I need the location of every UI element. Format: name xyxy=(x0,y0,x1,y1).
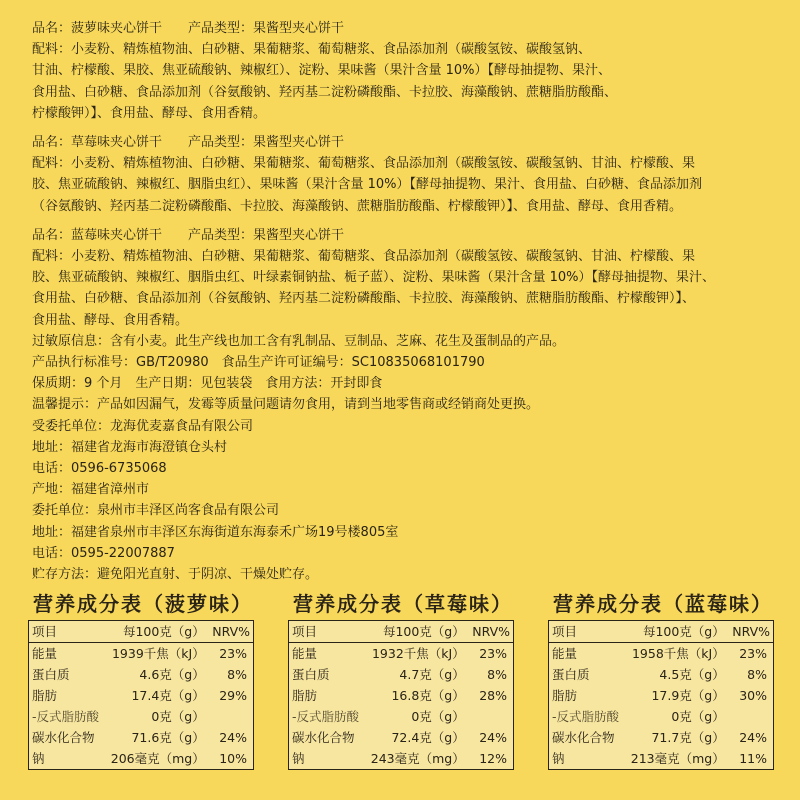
table-cell: 脂肪 xyxy=(552,688,578,703)
table-cell: -反式脂肪酸 xyxy=(552,709,620,724)
paragraph-gap xyxy=(32,124,792,132)
text-line: 配料：小麦粉、精炼植物油、白砂糖、果葡糖浆、葡萄糖浆、食品添加剂（碳酸氢铵、碳酸氢钠、甘油、柠檬酸、果 xyxy=(32,156,696,172)
table-cell: 能量 xyxy=(292,646,318,661)
text-line: 产品执行标准号：GB/T20980 食品生产许可证编号：SC10835068101790 xyxy=(32,355,485,371)
paragraph-gap xyxy=(32,217,792,225)
table-cell: 1932千焦（kJ） xyxy=(371,646,465,661)
table-cell: 12% xyxy=(479,751,507,766)
table-cell: 23% xyxy=(479,646,507,661)
text-line: 食用盐、酵母、食用香精。 xyxy=(32,312,189,328)
table-row xyxy=(549,727,774,748)
table-row xyxy=(549,685,774,706)
table-cell: 钠 xyxy=(292,751,305,766)
text-line: 胶、焦亚硫酸钠、辣椒红、胭脂虫红）、果味酱（果汁含量 10%）【酵母抽提物、果汁、食用盐、白砂糖、食品添加剂 xyxy=(32,177,703,193)
table-row xyxy=(289,643,514,665)
table-cell: -反式脂肪酸 xyxy=(292,709,360,724)
nutrition-table-title: 营养成分表（草莓味） xyxy=(293,592,513,616)
table-cell: 0克（g） xyxy=(411,709,465,724)
table-row xyxy=(29,727,254,748)
table-cell: 能量 xyxy=(552,646,578,661)
nutrition-table xyxy=(288,620,514,770)
table-cell xyxy=(728,706,774,727)
table-cell: 8% xyxy=(487,667,507,682)
table-cell xyxy=(208,706,254,727)
table-cell: -反式脂肪酸 xyxy=(32,709,100,724)
table-cell: 脂肪 xyxy=(292,688,318,703)
table-cell: 17.4克（g） xyxy=(131,688,205,703)
table-cell: 蛋白质 xyxy=(292,667,330,682)
table-cell: 碳水化合物 xyxy=(32,730,95,745)
text-line: 食用盐、白砂糖、食品添加剂（谷氨酸钠、羟丙基二淀粉磷酸酯、卡拉胶、海藻酸钠、蔗糖脂肪酸酯、柠檬酸钾）】、 xyxy=(32,291,696,307)
text-line: 温馨提示：产品如因漏气，发霉等质量问题请勿食用，请到当地零售商或经销商处更换。 xyxy=(32,397,540,413)
table-cell: 0克（g） xyxy=(151,709,205,724)
nutrition-table xyxy=(548,620,774,770)
table-row xyxy=(29,664,254,685)
table-cell: 8% xyxy=(747,667,767,682)
table-cell: 钠 xyxy=(32,751,45,766)
nutrition-table-pineapple xyxy=(28,588,258,770)
table-cell: 71.6克（g） xyxy=(131,730,205,745)
table-header-row xyxy=(29,621,254,643)
column-header: 每100克（g） xyxy=(624,621,727,643)
table-cell: 11% xyxy=(739,751,767,766)
text-line: 配料：小麦粉、精炼植物油、白砂糖、果葡糖浆、葡萄糖浆、食品添加剂（碳酸氢铵、碳酸氢钠、甘油、柠檬酸、果 xyxy=(32,249,696,265)
text-line: 贮存方法：避免阳光直射、于阴凉、干燥处贮存。 xyxy=(32,567,319,583)
table-cell: 29% xyxy=(219,688,247,703)
column-header: 项目 xyxy=(29,621,105,643)
text-line: 电话：0596-6735068 xyxy=(32,461,167,477)
table-cell: 23% xyxy=(219,646,247,661)
text-line: 受委托单位：龙海优麦嘉食品有限公司 xyxy=(32,418,254,434)
text-line: 食用盐、白砂糖、食品添加剂（谷氨酸钠、羟丙基二淀粉磷酸酯、卡拉胶、海藻酸钠、蔗糖脂肪酸酯、 xyxy=(32,84,618,100)
table-row xyxy=(549,706,774,727)
table-row xyxy=(549,643,774,665)
column-header: 项目 xyxy=(289,621,365,643)
table-cell: 213毫克（mg） xyxy=(630,751,725,766)
table-cell: 17.9克（g） xyxy=(651,688,725,703)
table-cell: 蛋白质 xyxy=(552,667,590,682)
table-cell: 0克（g） xyxy=(671,709,725,724)
table-cell: 钠 xyxy=(552,751,565,766)
table-cell xyxy=(468,706,514,727)
text-line: 柠檬酸钾）】、食用盐、酵母、食用香精。 xyxy=(32,105,267,121)
table-row xyxy=(29,706,254,727)
nutrition-table-strawberry xyxy=(288,588,518,770)
table-cell: 24% xyxy=(479,730,507,745)
table-row xyxy=(289,664,514,685)
table-row xyxy=(549,664,774,685)
text-line: 委托单位：泉州市丰泽区尚客食品有限公司 xyxy=(32,503,280,519)
table-header-row xyxy=(549,621,774,643)
table-cell: 24% xyxy=(219,730,247,745)
table-cell: 4.5克（g） xyxy=(659,667,725,682)
table-cell: 8% xyxy=(227,667,247,682)
text-line: 电话：0595-22007887 xyxy=(32,545,175,561)
nutrition-table-title: 营养成分表（菠萝味） xyxy=(33,592,253,616)
text-line: 胶、焦亚硫酸钠、辣椒红、胭脂虫红、叶绿素铜钠盐、栀子蓝）、淀粉、果味酱（果汁含量 10%）【酵母抽提物、果汁、 xyxy=(32,270,716,286)
table-cell: 206毫克（mg） xyxy=(110,751,205,766)
table-cell: 24% xyxy=(739,730,767,745)
table-cell: 10% xyxy=(219,751,247,766)
text-line: 产地：福建省漳州市 xyxy=(32,482,150,498)
table-header-row xyxy=(289,621,514,643)
table-cell: 23% xyxy=(739,646,767,661)
nutrition-table-blueberry xyxy=(548,588,778,770)
column-header: NRV% xyxy=(728,621,774,643)
column-header: 每100克（g） xyxy=(104,621,207,643)
table-cell: 30% xyxy=(739,688,767,703)
text-line: 过敏原信息：含有小麦。此生产线也加工含有乳制品、豆制品、芝麻、花生及蛋制品的产品。 xyxy=(32,333,566,349)
text-line: 品名：草莓味夹心饼干 产品类型：果酱型夹心饼干 xyxy=(32,135,345,151)
table-cell: 4.7克（g） xyxy=(399,667,465,682)
table-cell: 28% xyxy=(479,688,507,703)
table-cell: 碳水化合物 xyxy=(292,730,355,745)
nutrition-table xyxy=(28,620,254,770)
table-row xyxy=(289,748,514,770)
text-line: 配料：小麦粉、精炼植物油、白砂糖、果葡糖浆、葡萄糖浆、食品添加剂（碳酸氢铵、碳酸氢钠、 xyxy=(32,42,592,58)
column-header: NRV% xyxy=(208,621,254,643)
column-header: NRV% xyxy=(468,621,514,643)
table-row xyxy=(289,706,514,727)
table-cell: 4.6克（g） xyxy=(139,667,205,682)
table-row xyxy=(29,643,254,665)
text-line: 甘油、柠檬酸、果胶、焦亚硫酸钠、辣椒红）、淀粉、果味酱（果汁含量 10%）【酵母抽提物、果汁、 xyxy=(32,63,612,79)
text-line: 地址：福建省泉州市丰泽区东海街道东海泰禾广场19号楼805室 xyxy=(32,524,399,540)
text-line: 品名：菠萝味夹心饼干 产品类型：果酱型夹心饼干 xyxy=(32,21,345,36)
text-line: （谷氨酸钠、羟丙基二淀粉磷酸酯、卡拉胶、海藻酸钠、蔗糖脂肪酸酯、柠檬酸钾）】、食用盐、酵母、食用香精。 xyxy=(32,198,683,214)
table-row xyxy=(29,685,254,706)
table-cell: 1958千焦（kJ） xyxy=(631,646,725,661)
column-header: 每100克（g） xyxy=(364,621,467,643)
table-cell: 1939千焦（kJ） xyxy=(111,646,205,661)
table-cell: 72.4克（g） xyxy=(391,730,465,745)
table-row xyxy=(289,727,514,748)
table-cell: 碳水化合物 xyxy=(552,730,615,745)
table-cell: 16.8克（g） xyxy=(391,688,465,703)
nutrition-table-title: 营养成分表（蓝莓味） xyxy=(553,592,773,616)
label-text-block xyxy=(32,18,792,585)
table-cell: 能量 xyxy=(32,646,58,661)
text-line: 品名：蓝莓味夹心饼干 产品类型：果酱型夹心饼干 xyxy=(32,227,345,243)
table-cell: 71.7克（g） xyxy=(651,730,725,745)
nutrition-tables xyxy=(0,588,800,800)
table-cell: 蛋白质 xyxy=(32,667,70,682)
column-header: 项目 xyxy=(549,621,625,643)
table-row xyxy=(289,685,514,706)
text-line: 地址：福建省龙海市海澄镇仓头村 xyxy=(32,439,228,455)
table-row xyxy=(29,748,254,770)
table-row xyxy=(549,748,774,770)
table-cell: 243毫克（mg） xyxy=(370,751,465,766)
text-line: 保质期：9 个月 生产日期：见包装袋 食用方法：开封即食 xyxy=(32,376,383,392)
table-cell: 脂肪 xyxy=(32,688,58,703)
